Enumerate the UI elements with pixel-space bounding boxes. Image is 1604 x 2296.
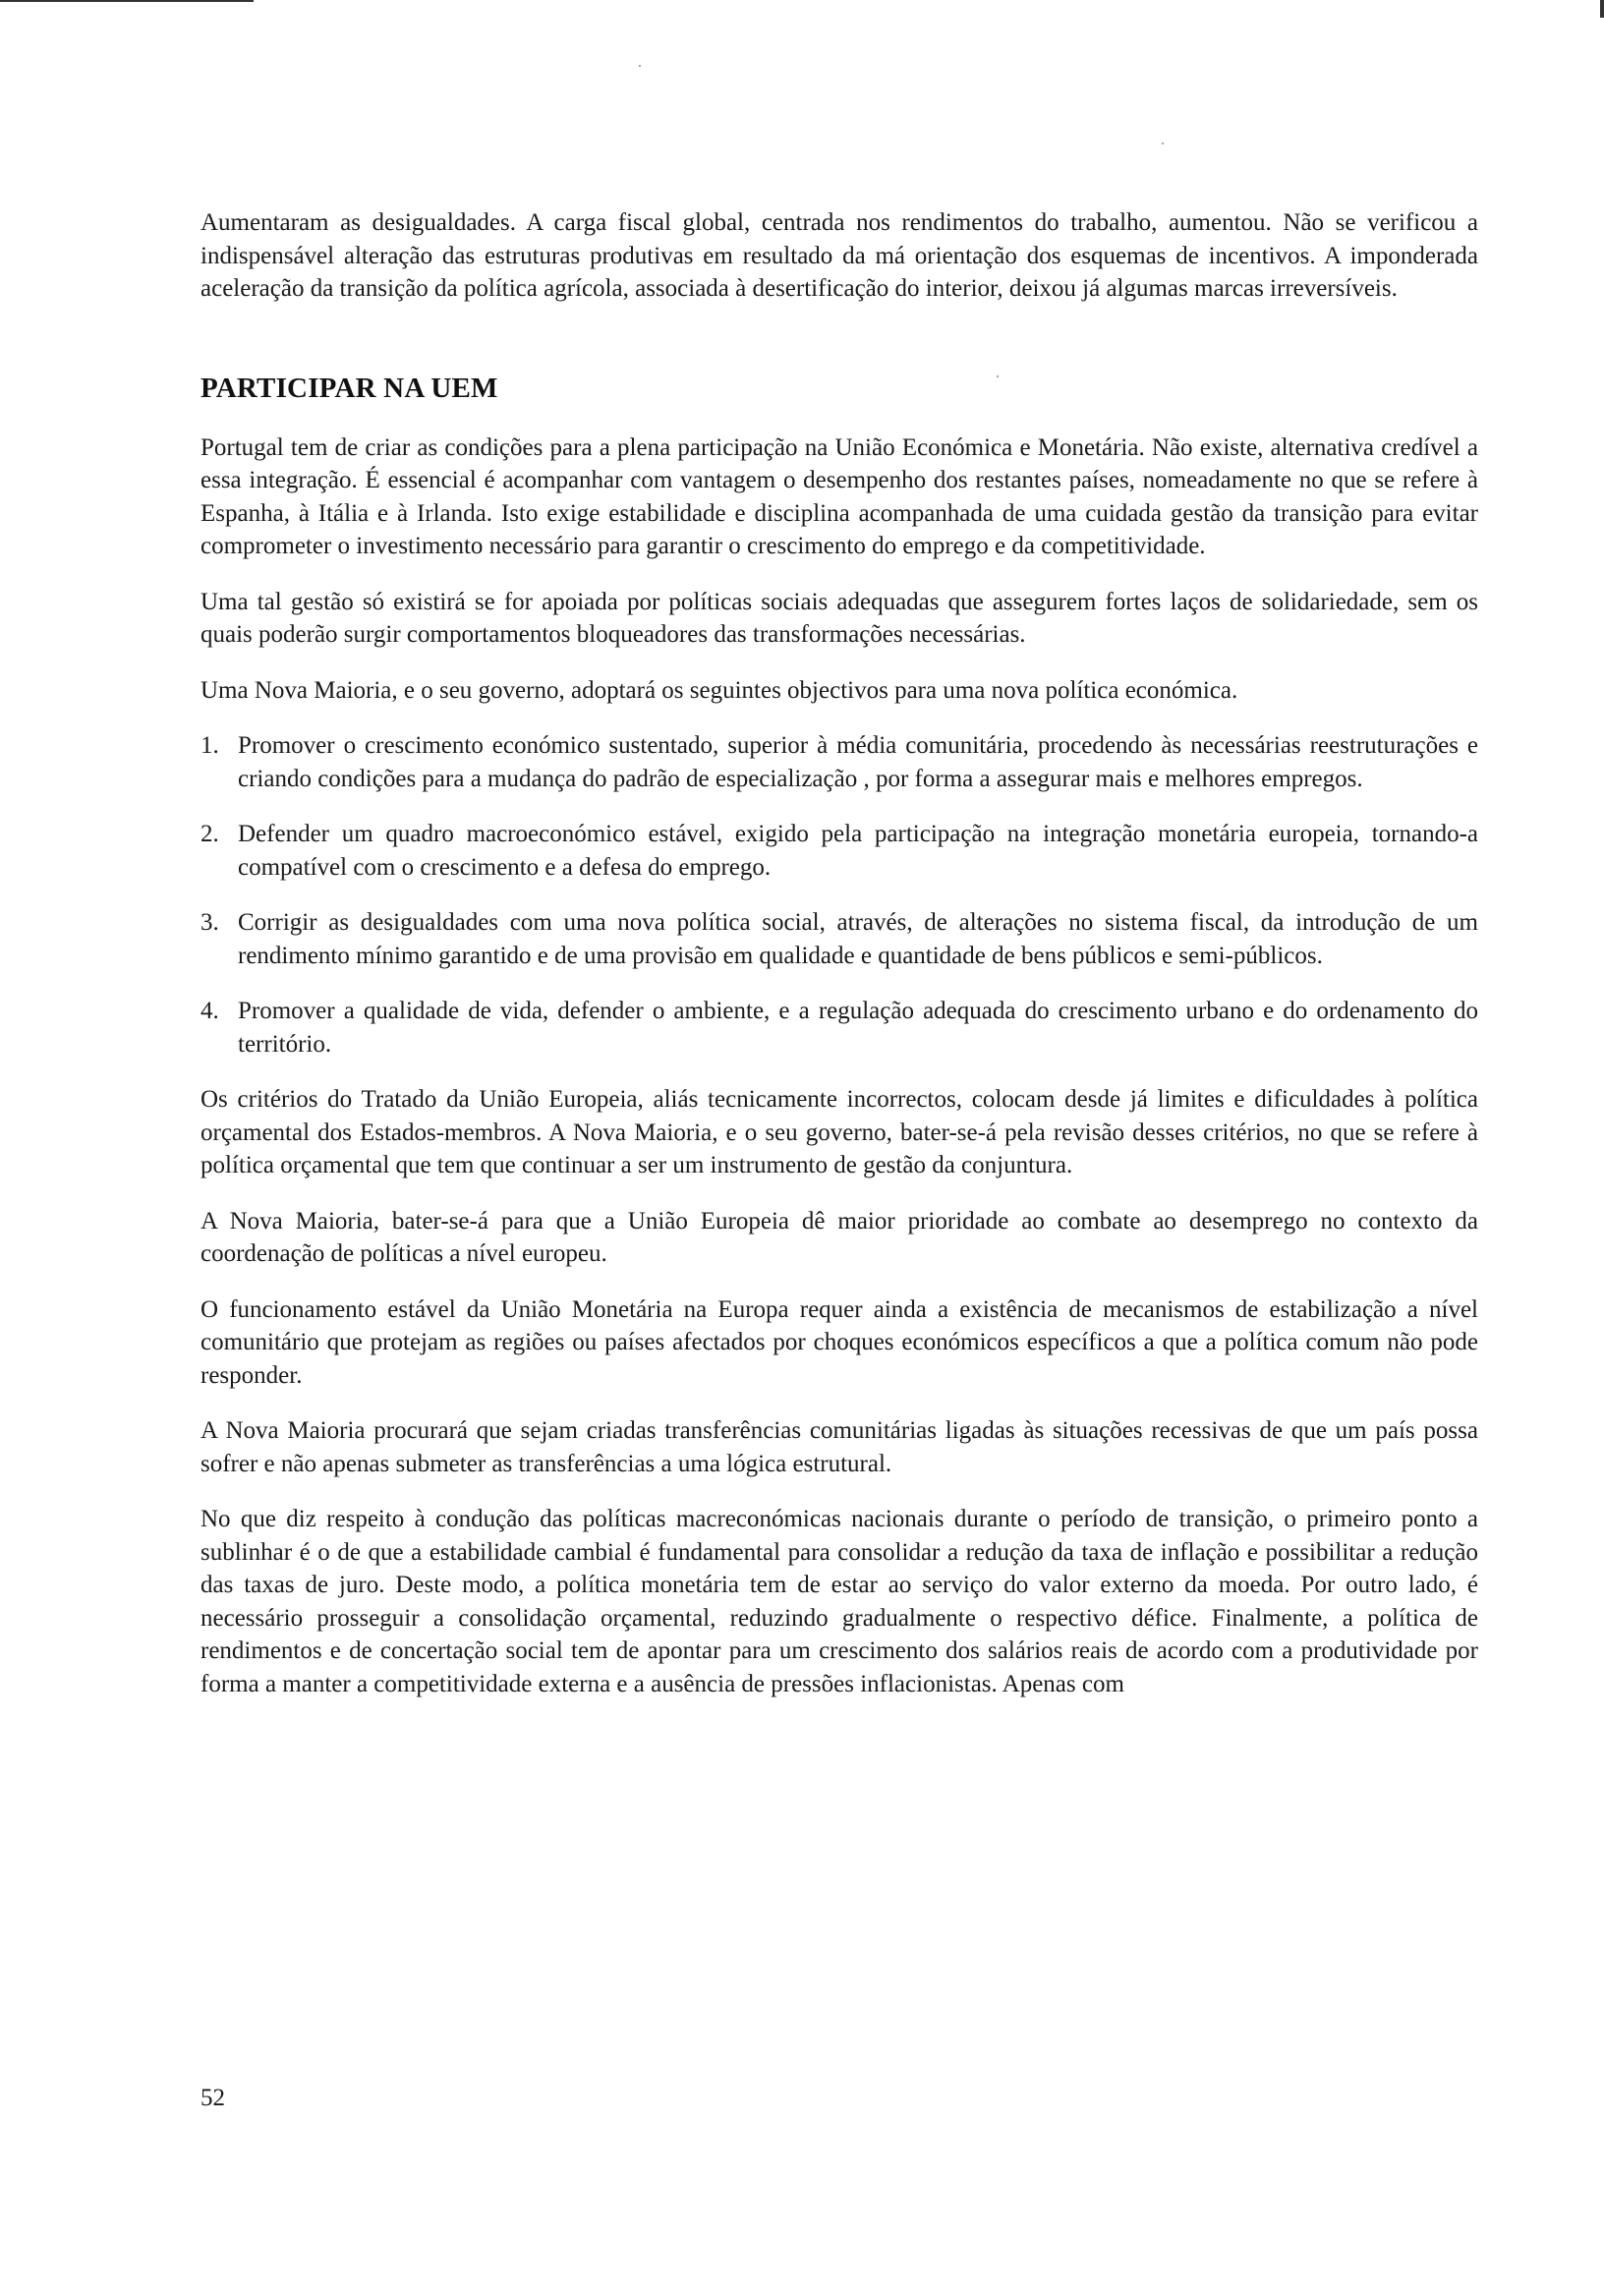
list-item-number: 3. bbox=[200, 909, 219, 936]
list-item bbox=[200, 906, 1478, 972]
list-item bbox=[200, 729, 1478, 795]
list-item-text: Promover o crescimento económico sustentado, superior à média comunitária, procedendo às necessárias reestruturações e criando condições para a mudança do padrão de especialização , por forma a assegurar mais e melhores empregos. bbox=[238, 732, 1478, 792]
objectives-list bbox=[200, 729, 1478, 1061]
paragraph-macroeconomic-policy: No que diz respeito à condução das políticas macreconómicas nacionais durante o período de transição, o primeiro ponto a sublinhar é o de que a estabilidade cambial é fundamental para consolidar a redução da taxa de inflação e possibilitar a redução das taxas de juro. Deste modo, a política monetária tem de estar ao serviço do valor externo da moeda. Por outro lado, é necessário prosseguir a consolidação orçamental, reduzindo gradualmente o respectivo défice. Finalmente, a política de rendimentos e de concertação social tem de apontar para um crescimento dos salários reais de acordo com a produtividade por forma a manter a competitividade externa e a ausência de pressões inflacionistas. Apenas com bbox=[200, 1506, 1478, 1697]
list-item-number: 1. bbox=[200, 732, 219, 759]
list-item bbox=[200, 818, 1478, 884]
intro-paragraph: Aumentaram as desigualdades. A carga fiscal global, centrada nos rendimentos do trabalho, aumentou. Não se verificou a indispensável alteração das estruturas produtivas em resultado da má orientação dos esquemas de incentivos. A imponderada aceleração da transição da política agrícola, associada à desertificação do interior, deixou já algumas marcas irreversíveis. bbox=[200, 209, 1478, 302]
paragraph-integration: Portugal tem de criar as condições para a plena participação na União Económica e Monetária. Não existe, alternativa credível a essa integração. É essencial é acompanhar com vantagem o desempenho dos restantes países, nomeadamente no que se refere à Espanha, à Itália e à Irlanda. Isto exige estabilidade e disciplina acompanhada de uma cuidada gestão da transição para evitar comprometer o investimento necessário para garantir o crescimento do emprego e da competitividade. bbox=[200, 433, 1478, 559]
scan-speck bbox=[1162, 143, 1164, 144]
list-item-number: 4. bbox=[200, 998, 219, 1024]
page-body bbox=[200, 206, 1478, 1723]
scan-top-rule bbox=[0, 0, 254, 2]
scan-speck bbox=[639, 65, 641, 67]
list-item bbox=[200, 995, 1478, 1061]
paragraph-objectives-intro: Uma Nova Maioria, e o seu governo, adoptará os seguintes objectivos para uma nova política económica. bbox=[200, 676, 1238, 704]
paragraph-transfers: A Nova Maioria procurará que sejam criadas transferências comunitárias ligadas às situações recessivas de que um país possa sofrer e não apenas submeter as transferências a uma lógica estrutural. bbox=[200, 1417, 1478, 1477]
list-item-text: Promover a qualidade de vida, defender o ambiente, e a regulação adequada do crescimento urbano e do ordenamento do território. bbox=[238, 998, 1478, 1058]
list-item-text: Defender um quadro macroeconómico estável, exigido pela participação na integração monetária europeia, tornando-a compatível com o crescimento e a defesa do emprego. bbox=[238, 821, 1478, 881]
paragraph-unemployment: A Nova Maioria, bater-se-á para que a União Europeia dê maior prioridade ao combate ao desemprego no contexto da coordenação de políticas a nível europeu. bbox=[200, 1207, 1478, 1267]
paragraph-treaty-criteria: Os critérios do Tratado da União Europeia, aliás tecnicamente incorrectos, colocam desde já limites e dificuldades à política orçamental dos Estados-membros. A Nova Maioria, e o seu governo, bater-se-á pela revisão desses critérios, no que se refere à política orçamental que tem que continuar a ser um instrumento de gestão da conjuntura. bbox=[200, 1086, 1478, 1178]
list-item-number: 2. bbox=[200, 821, 219, 847]
section-heading: PARTICIPAR NA UEM bbox=[200, 372, 498, 404]
paragraph-stabilization: O funcionamento estável da União Monetária na Europa requer ainda a existência de mecanismos de estabilização a nível comunitário que protejam as regiões ou países afectados por choques económicos específicos a que a política comum não pode responder. bbox=[200, 1295, 1478, 1389]
paragraph-social-policies: Uma tal gestão só existirá se for apoiada por políticas sociais adequadas que assegurem fortes laços de solidariedade, sem os quais poderão surgir comportamentos bloqueadores das transformações necessárias. bbox=[200, 588, 1478, 648]
list-item-text: Corrigir as desigualdades com uma nova política social, através, de alterações no sistema fiscal, da introdução de um rendimento mínimo garantido e de uma provisão em qualidade e quantidade de bens públicos e semi-públicos. bbox=[238, 909, 1478, 969]
scan-edge-mark bbox=[1600, 0, 1604, 18]
page-number: 52 bbox=[200, 2085, 225, 2111]
